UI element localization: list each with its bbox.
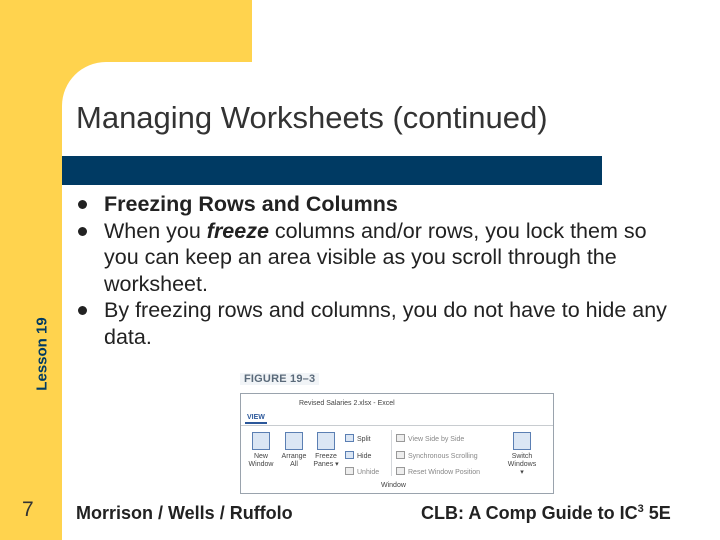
excel-ribbon-figure <box>240 393 554 494</box>
footer-book-title: CLB: A Comp Guide to $IC^3$ 5E <box>421 503 671 523</box>
freeze-panes-icon <box>317 432 335 450</box>
hide-icon <box>345 451 354 459</box>
bullet-text: Freezing Rows and Columns <box>104 192 398 216</box>
ribbon-group-name: Window <box>381 482 406 489</box>
synchronous-scrolling-icon <box>396 451 405 459</box>
new-window-icon <box>252 432 270 450</box>
footer-authors: Morrison / Wells / Ruffolo <box>76 503 293 523</box>
unhide-icon <box>345 467 354 475</box>
title-underline-bar <box>62 156 602 185</box>
view-side-by-side-button[interactable]: View Side by Side <box>396 434 464 443</box>
bullet-dot-icon <box>78 306 87 315</box>
bullet-item <box>74 191 674 218</box>
arrange-all-icon <box>285 432 303 450</box>
figure-label: FIGURE 19–3 <box>240 373 319 385</box>
synchronous-scrolling-button[interactable]: Synchronous Scrolling <box>396 451 478 460</box>
bullet-text: columns and/or rows, you lock them so you can keep an area visible as you scroll through the worksheet. <box>104 218 647 296</box>
bullet-dot-icon <box>78 200 87 209</box>
reset-window-position-button[interactable]: Reset Window Position <box>396 467 480 476</box>
unhide-button[interactable]: Unhide <box>345 467 379 476</box>
bullet-item <box>74 297 674 350</box>
hide-button[interactable]: Hide <box>345 451 371 460</box>
switch-windows-button[interactable]: Switch Windows ▾ <box>507 432 537 477</box>
slide-title: Managing Worksheets (continued) <box>76 100 548 135</box>
ribbon-divider <box>241 425 553 426</box>
new-window-button[interactable]: New Window <box>246 432 276 469</box>
bullet-emphasis: freeze <box>206 218 269 243</box>
bullet-list <box>74 191 674 350</box>
tab-view[interactable]: VIEW <box>245 413 267 424</box>
page-number: 7 <box>22 498 34 521</box>
split-icon <box>345 434 354 442</box>
bullet-text: When you <box>104 218 207 243</box>
document-title: Revised Salaries 2.xlsx - Excel <box>299 400 395 407</box>
bullet-item <box>74 218 674 298</box>
view-side-by-side-icon <box>396 434 405 442</box>
split-button[interactable]: Split <box>345 434 371 443</box>
switch-windows-icon <box>513 432 531 450</box>
freeze-panes-button[interactable]: Freeze Panes ▾ <box>311 432 341 469</box>
arrange-all-button[interactable]: Arrange All <box>279 432 309 469</box>
bullet-text: By freezing rows and columns, you do not have to hide any data. <box>104 298 667 349</box>
bullet-dot-icon <box>78 227 87 236</box>
ribbon-separator <box>391 430 392 476</box>
reset-window-position-icon <box>396 467 405 475</box>
lesson-side-label: Lesson 19 <box>33 317 51 391</box>
